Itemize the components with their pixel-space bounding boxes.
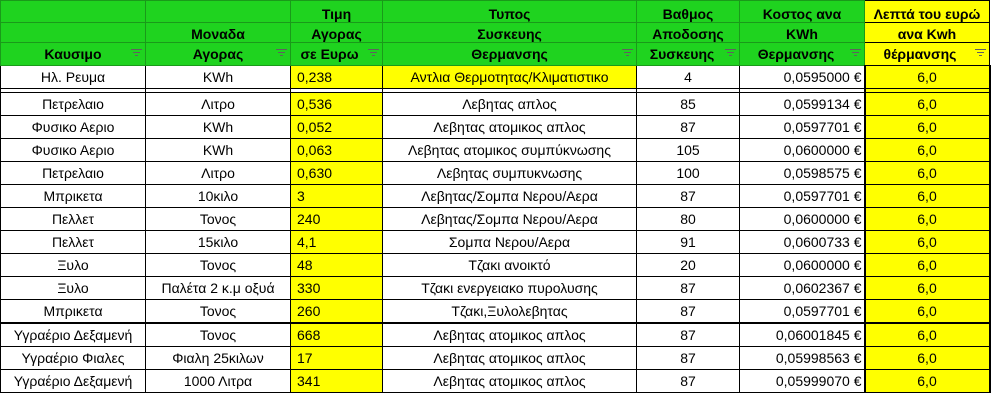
cell-cost[interactable]: 0,05999070 € — [740, 370, 865, 393]
cell-efficiency[interactable]: 87 — [637, 277, 740, 300]
cell-cents[interactable]: 6,0 — [865, 208, 990, 231]
cell-device[interactable]: Λεβητας ατομικος απλος — [383, 347, 637, 370]
header-cell — [146, 1, 291, 23]
header-row-1 — [1, 1, 990, 23]
cell-cents[interactable]: 6,0 — [865, 300, 990, 324]
header-cell: Συσκευης — [383, 23, 637, 43]
header-cell — [1, 23, 146, 43]
cell-fuel[interactable]: Πετρελαιο — [1, 162, 146, 185]
cell-device[interactable]: Λεβητας ατομικος απλος — [383, 116, 637, 139]
column-header-unit — [146, 43, 291, 66]
header-cell: Λεπτά του ευρώ — [865, 1, 990, 23]
cell-device[interactable]: Τζακι,Ξυλολεβητας — [383, 300, 637, 324]
table-row — [1, 162, 990, 185]
cell-unit[interactable]: 10κιλο — [146, 185, 291, 208]
column-header-cents — [865, 43, 990, 66]
column-header-fuel — [1, 43, 146, 66]
cell-cost[interactable]: 0,0600000 € — [740, 139, 865, 162]
cell-efficiency[interactable]: 80 — [637, 208, 740, 231]
cell-unit[interactable]: Τονος — [146, 300, 291, 324]
cell-device[interactable]: Λεβητας/Σομπα Νερου/Αερα — [383, 185, 637, 208]
cell-fuel[interactable]: Πελλετ — [1, 208, 146, 231]
cell-unit[interactable]: Παλέτα 2 κ.μ οξυά — [146, 277, 291, 300]
cell-price[interactable]: 0,630 — [291, 162, 383, 185]
cell-cost[interactable]: 0,0598575 € — [740, 162, 865, 185]
cell-price[interactable]: 260 — [291, 300, 383, 324]
table-row — [1, 185, 990, 208]
header-cell: KWh — [740, 23, 865, 43]
cell-fuel[interactable]: Μπρικετα — [1, 300, 146, 324]
cell-unit[interactable]: Λιτρο — [146, 93, 291, 116]
cell-cents[interactable]: 6,0 — [865, 116, 990, 139]
header-label: Συσκευης — [649, 46, 715, 62]
cell-unit[interactable]: 1000 Λιτρα — [146, 370, 291, 393]
cell-cents[interactable]: 6,0 — [865, 162, 990, 185]
cell-fuel[interactable]: Ξυλο — [1, 277, 146, 300]
cell-price[interactable]: 668 — [291, 323, 383, 347]
header-label: Θερμανσης — [471, 46, 548, 62]
cell-price[interactable]: 240 — [291, 208, 383, 231]
filter-icon[interactable] — [131, 49, 142, 57]
table-row — [1, 116, 990, 139]
cell-cost[interactable]: 0,0600000 € — [740, 208, 865, 231]
cell-efficiency[interactable]: 87 — [637, 323, 740, 347]
cell-device[interactable]: Λεβητας απλος — [383, 93, 637, 116]
cell-fuel[interactable]: Πελλετ — [1, 231, 146, 254]
cell-cents[interactable]: 6,0 — [865, 185, 990, 208]
cell-unit[interactable]: KWh — [146, 116, 291, 139]
cell-device[interactable]: Λεβητας ατομικος απλος — [383, 323, 637, 347]
cell-device[interactable]: Λεβητας συμπυκνωσης — [383, 162, 637, 185]
cell-unit[interactable]: Τονος — [146, 208, 291, 231]
cell-efficiency[interactable]: 87 — [637, 300, 740, 324]
table-row — [1, 254, 990, 277]
cell-fuel[interactable]: Πετρελαιο — [1, 93, 146, 116]
cell-unit[interactable]: KWh — [146, 66, 291, 89]
header-row-2 — [1, 23, 990, 43]
cell-efficiency[interactable]: 87 — [637, 116, 740, 139]
cell-device[interactable]: Τζακι ανοικτό — [383, 254, 637, 277]
cell-cents[interactable]: 6,0 — [865, 231, 990, 254]
cell-fuel[interactable]: Ξυλο — [1, 254, 146, 277]
filter-icon[interactable] — [725, 49, 736, 57]
filter-icon[interactable] — [276, 49, 287, 57]
cell-device[interactable]: Τζακι ενεργειακο πυρολυσης — [383, 277, 637, 300]
header-cell: Κοστος ανα — [740, 1, 865, 23]
header-label: Θερμανσης — [757, 46, 835, 62]
table-row — [1, 231, 990, 254]
cell-device[interactable]: Αντλια Θερμοτητας/Κλιματιστικο — [383, 66, 637, 89]
cell-fuel[interactable]: Φυσικο Αεριο — [1, 116, 146, 139]
cell-device[interactable]: Σομπα Νερου/Αερα — [383, 231, 637, 254]
cell-efficiency[interactable]: 91 — [637, 231, 740, 254]
filter-icon[interactable] — [368, 49, 379, 57]
cell-device[interactable]: Λεβητας ατομικος συμπύκνωσης — [383, 139, 637, 162]
cell-cost[interactable]: 0,0595000 € — [740, 66, 865, 89]
cell-cents[interactable]: 6,0 — [865, 277, 990, 300]
header-cell: Αποδοσης — [637, 23, 740, 43]
cell-cost[interactable]: 0,0597701 € — [740, 300, 865, 324]
column-header-price — [291, 43, 383, 66]
cell-efficiency[interactable]: 20 — [637, 254, 740, 277]
cell-price[interactable]: 330 — [291, 277, 383, 300]
cell-unit[interactable]: Τονος — [146, 254, 291, 277]
cell-efficiency[interactable]: 87 — [637, 370, 740, 393]
cell-price[interactable]: 17 — [291, 347, 383, 370]
cell-efficiency[interactable]: 87 — [637, 185, 740, 208]
column-header-efficiency — [637, 43, 740, 66]
cell-unit[interactable]: KWh — [146, 139, 291, 162]
cell-price[interactable]: 4,1 — [291, 231, 383, 254]
cell-cents[interactable]: 6,0 — [865, 93, 990, 116]
header-cell: Τιμη — [291, 1, 383, 23]
cell-price[interactable]: 0,238 — [291, 66, 383, 89]
cell-cost[interactable]: 0,06001845 € — [740, 323, 865, 347]
header-label: θέρμανσης — [883, 46, 957, 62]
cell-fuel[interactable]: Ηλ. Ρευμα — [1, 66, 146, 89]
cell-price[interactable]: 48 — [291, 254, 383, 277]
cell-fuel[interactable]: Υγραέριο Δεξαμενή — [1, 370, 146, 393]
table-row — [1, 300, 990, 324]
cell-price[interactable]: 3 — [291, 185, 383, 208]
cell-fuel[interactable]: Φυσικο Αεριο — [1, 139, 146, 162]
cell-price[interactable]: 341 — [291, 370, 383, 393]
header-cell: Τυπος — [383, 1, 637, 23]
cell-unit[interactable]: Λιτρο — [146, 162, 291, 185]
header-label: σε Ευρω — [300, 46, 359, 62]
column-header-device — [383, 43, 637, 66]
filter-icon[interactable] — [622, 49, 633, 57]
cell-fuel[interactable]: Υγραέριο Φιαλες — [1, 347, 146, 370]
table-row — [1, 208, 990, 231]
header-label: Αγορας — [192, 46, 244, 62]
cell-efficiency[interactable]: 105 — [637, 139, 740, 162]
cell-unit[interactable]: Φιαλη 25κιλων — [146, 347, 291, 370]
header-cell: Μοναδα — [146, 23, 291, 43]
header-cell — [1, 1, 146, 23]
table-row — [1, 277, 990, 300]
cell-unit[interactable]: 15κιλο — [146, 231, 291, 254]
table-row — [1, 370, 990, 393]
cell-efficiency[interactable]: 4 — [637, 66, 740, 89]
header-row-3 — [1, 43, 990, 66]
header-label: Καυσιμο — [44, 46, 102, 62]
cell-cost[interactable]: 0,0600733 € — [740, 231, 865, 254]
cell-cost[interactable]: 0,05998563 € — [740, 347, 865, 370]
filter-icon[interactable] — [975, 49, 986, 57]
cell-cents[interactable]: 6,0 — [865, 370, 990, 393]
cell-device[interactable]: Λεβητας ατομικος απλος — [383, 370, 637, 393]
table-row — [1, 139, 990, 162]
cell-cost[interactable]: 0,0597701 € — [740, 185, 865, 208]
cell-cents[interactable]: 6,0 — [865, 66, 990, 89]
cell-fuel[interactable]: Υγραέριο Δεξαμενή — [1, 323, 146, 347]
cell-cost[interactable]: 0,0600000 € — [740, 254, 865, 277]
cell-cost[interactable]: 0,0597701 € — [740, 116, 865, 139]
header-cell: Αγορας — [291, 23, 383, 43]
cell-price[interactable]: 0,052 — [291, 116, 383, 139]
cell-unit[interactable]: Τονος — [146, 323, 291, 347]
cell-efficiency[interactable]: 87 — [637, 347, 740, 370]
cell-price[interactable]: 0,536 — [291, 93, 383, 116]
header-cell: Βαθμος — [637, 1, 740, 23]
cell-fuel[interactable]: Μπρικετα — [1, 185, 146, 208]
cell-cents[interactable]: 6,0 — [865, 254, 990, 277]
table-row — [1, 93, 990, 116]
cell-device[interactable]: Λεβητας/Σομπα Νερου/Αερα — [383, 208, 637, 231]
cell-cost[interactable]: 0,0602367 € — [740, 277, 865, 300]
cell-cents[interactable]: 6,0 — [865, 347, 990, 370]
cell-efficiency[interactable]: 85 — [637, 93, 740, 116]
cell-efficiency[interactable]: 100 — [637, 162, 740, 185]
cell-price[interactable]: 0,063 — [291, 139, 383, 162]
header-cell: ανα Kwh — [865, 23, 990, 43]
cell-cents[interactable]: 6,0 — [865, 139, 990, 162]
filter-icon[interactable] — [850, 49, 861, 57]
table-row — [1, 347, 990, 370]
column-header-cost — [740, 43, 865, 66]
table-row — [1, 66, 990, 89]
cell-cents[interactable]: 6,0 — [865, 323, 990, 347]
table-row — [1, 323, 990, 347]
cell-cost[interactable]: 0,0599134 € — [740, 93, 865, 116]
